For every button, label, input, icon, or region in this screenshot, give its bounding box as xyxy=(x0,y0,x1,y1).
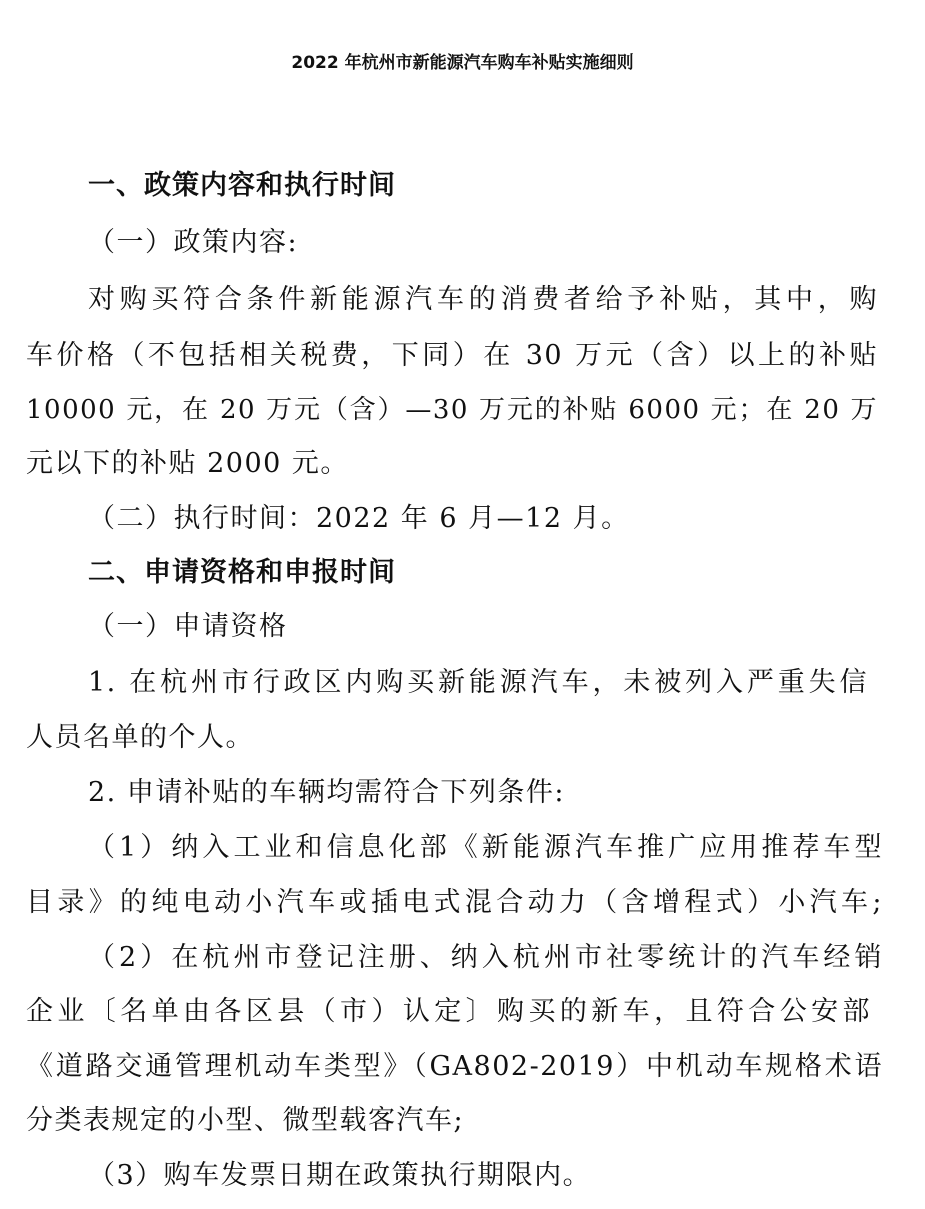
subsection-1-2-line: （二）执行时间：2022 年 6 月—12 月。 xyxy=(88,503,630,534)
subsection-2-1-heading: （一）申请资格 xyxy=(88,611,288,642)
paragraph-line: 2. 申请补贴的车辆均需符合下列条件: xyxy=(88,777,565,808)
paragraph-line: 10000 元，在 20 万元（含）—30 万元的补贴 6000 元；在 20 万 xyxy=(26,395,878,425)
section-2-heading: 二、申请资格和申报时间 xyxy=(88,557,396,588)
paragraph-line: 元以下的补贴 2000 元。 xyxy=(26,448,349,479)
paragraph-line: 人员名单的个人。 xyxy=(26,722,254,753)
paragraph-line: 目录》的纯电动小汽车或插电式混合动力（含增程式）小汽车; xyxy=(26,887,883,918)
subsection-1-1-heading: （一）政策内容: xyxy=(88,227,299,258)
paragraph-line: （1）纳入工业和信息化部《新能源汽车推广应用推荐车型 xyxy=(88,832,883,863)
paragraph-line: 对购买符合条件新能源汽车的消费者给予补贴，其中，购 xyxy=(88,284,878,315)
paragraph-line: 分类表规定的小型、微型载客汽车; xyxy=(26,1105,465,1136)
paragraph-line: 车价格（不包括相关税费，下同）在 30 万元（含）以上的补贴 xyxy=(26,340,878,371)
paragraph-line: 1. 在杭州市行政区内购买新能源汽车，未被列入严重失信 xyxy=(88,667,868,698)
paragraph-line: 《道路交通管理机动车类型》（GA802-2019）中机动车规格术语 xyxy=(26,1051,883,1082)
document-title: 2022 年杭州市新能源汽车购车补贴实施细则 xyxy=(291,53,634,73)
paragraph-line: （3）购车发票日期在政策执行期限内。 xyxy=(88,1160,592,1191)
paragraph-line: 企业〔名单由各区县（市）认定〕购买的新车，且符合公安部 xyxy=(26,996,871,1027)
section-1-heading: 一、政策内容和执行时间 xyxy=(88,170,396,201)
paragraph-line: （2）在杭州市登记注册、纳入杭州市社零统计的汽车经销 xyxy=(88,942,883,973)
